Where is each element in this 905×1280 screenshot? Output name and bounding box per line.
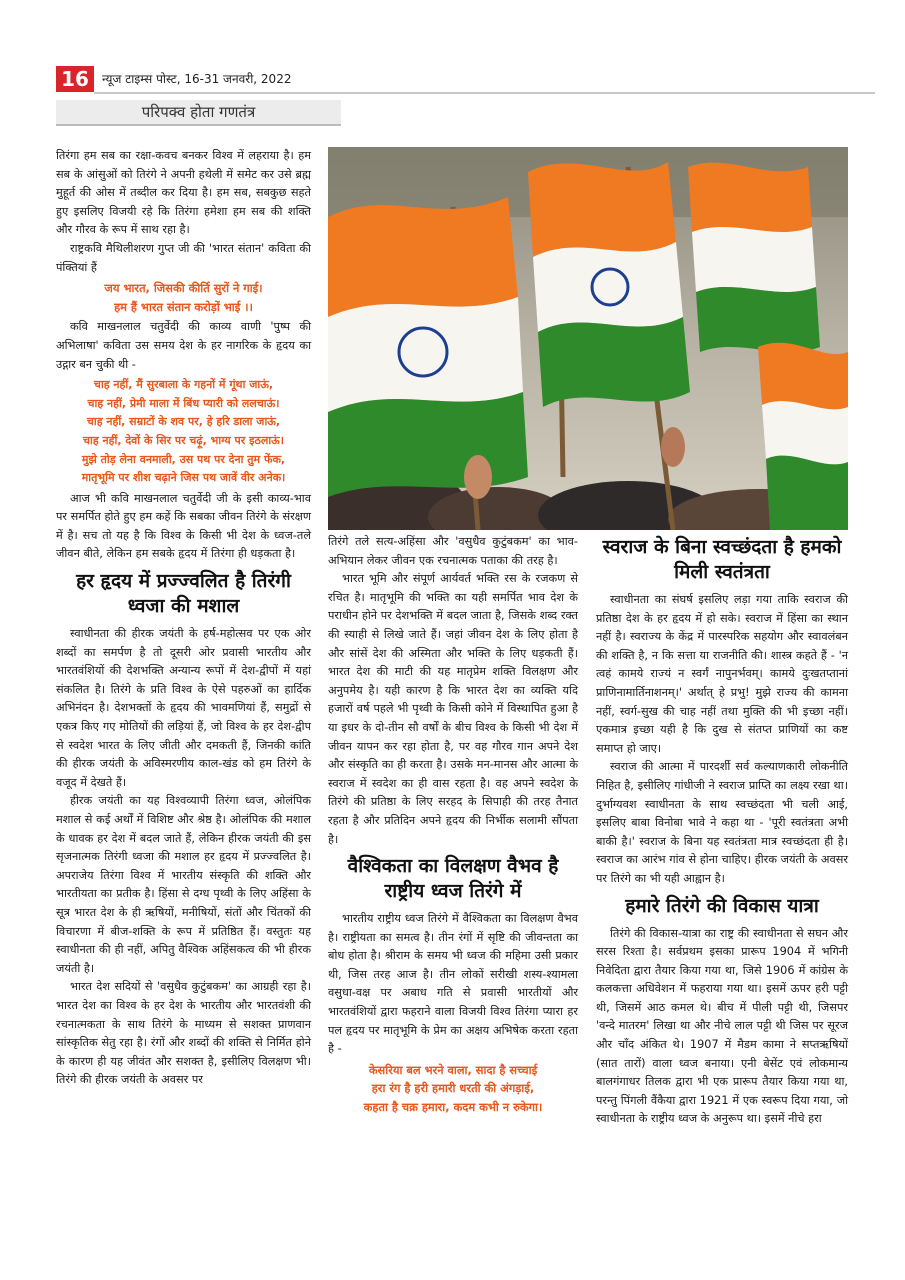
poem-pushp-ki-abhilasha [56,376,311,488]
poem-line: चाह नहीं, देवों के सिर पर चढ़ूं, भाग्य पर इठलाऊं। [83,433,284,447]
col1-paragraph-3: कवि माखनलाल चतुर्वेदी की काव्य वाणी 'पुष्प की अभिलाषा' कविता उस समय देश के हर नागरिक के हृदय का उद्गार बन चुकी थी - [56,320,311,371]
column-3 [596,535,848,1129]
col1-paragraph-5: स्वाधीनता की हीरक जयंती के हर्ष-महोत्सव पर एक ओर शब्दों का समर्पण है तो दूसरी ओर प्रवासी भारतीय और भारतवंशियों की देशभक्ति अन्यान्य रूपों में देश-द्वीपों में यहां संकलित है। तिरंगे के प्रति विश्व के ऐसे पहरुओं का हार्दिक अभिनंदन है। देशभक्तों के हृदय की भावमणियां हैं, समुद्रों से एकत्र किए गए मोतियों की लड़ियां हैं, जो विश्व के हर देश-द्वीप से स्वदेश भारत के लिए जीती और दमकती हैं, जिनकी कांति की हीरक जयंती के अविस्मरणीय काल-खंड को हम तिरंगे के वजूद में देखते हैं। [56,627,311,789]
poem-line: कहता है चक्र हमारा, कदम कभी न रुकेगा। [363,1100,543,1115]
col1-paragraph-1: तिरंगा हम सब का रक्षा-कवच बनकर विश्व में लहराया है। हम सब के आंसुओं को तिरंगे ने अपनी हथेली में समेट कर उसे ब्रह्म मुहूर्त की ओस में तब्दील कर दिया है। हम सब, सबकुछ सहते हुए इसलिए विजयी रहे कि तिरंगा हमेशा हम सब की शक्ति और गौरव के रूप में साथ रहा है। [56,149,311,237]
column-2 [328,533,578,1119]
col3-paragraph-2: स्वराज की आत्मा में पारदर्शी सर्व कल्याणकारी लोकनीति निहित है, इसीलिए गांधीजी ने स्वराज प्राप्ति का लक्ष्य रखा था। दुर्भाग्यवश स्वाधीनता के साथ स्वच्छंदता भी चली आई, इसलिए बाबा विनोबा भावे ने कहा था - 'पूरी स्वतंत्रता अभी बाकी है।' स्वराज के बिना यह स्वतंत्रता मात्र स्वच्छंदता ही है। स्वराज का आरंभ गांव से होना चाहिए। हीरक जयंती के अवसर पर तिरंगे का भी यही आह्वान है। [596,760,848,885]
col1-paragraph-4: आज भी कवि माखनलाल चतुर्वेदी जी के इसी काव्य-भाव पर समर्पित होते हुए हम कहें कि सबका जीवन तिरंगे के संरक्षण में है। सच तो यह है कि विश्व के किसी भी देश के ध्वज-तले जीवन बीते, लेकिन हम सबके हृदय में तिरंगा ही धड़कता है। [56,491,311,561]
publication-line: न्यूज टाइम्स पोस्ट, 16-31 जनवरी, 2022 [102,72,292,86]
col1-paragraph-6: हीरक जयंती का यह विश्वव्यापी तिरंगा ध्वज, ओलंपिक मशाल से कई अर्थों में विशिष्ट और श्रेष्ठ है। ओलंपिक की मशाल के धावक हर देश में बदल जाते हैं, लेकिन हीरक जयंती की इस सृजनात्मक तिरंगी ध्वजा की मशाल हर हृदय में प्रज्ज्वलित है। अपराजेय तिरंगा विश्व में भारतीय संस्कृति की शक्ति और भारतीयता का प्रतीक है। हिंसा से दग्ध पृथ्वी के लिए अहिंसा के सूत्र भारत देश के ही ऋषियों, मनीषियों, संतों और चिंतकों की विचारणा में बीज-शक्ति के रूप में प्रतिष्ठित हैं। वस्तुतः यह स्वाधीनता की ही नहीं, अपितु वैश्विक अहिंसकत्व की भी हीरक जयंती है। [56,794,311,975]
poem-line: चाह नहीं, सम्राटों के शव पर, हे हरि डाला जाऊं, [86,415,281,429]
poem-kesariya [328,1061,578,1117]
poem-bharat-santan [56,279,311,316]
poem-line: मातृभूमि पर शीश चढ़ाने जिस पथ जावें वीर अनेक। [81,471,286,485]
heading-vaishvikta: वैश्विकता का विलक्षण वैभव है राष्ट्रीय ध्वज तिरंगे में [347,855,559,903]
column-1 [56,147,311,1090]
poem-line: केसरिया बल भरने वाला, सादा है सच्चाई [368,1062,538,1077]
col2-paragraph-2: भारत भूमि और संपूर्ण आर्यवर्त भक्ति रस के रजकण से रचित है। मातृभूमि की भक्ति का यही समर्पित भाव देश के पराधीन होने पर देशभक्ति में बदल जाता है, जिसके शब्द रक्त की स्याही से लिखे जाते हैं। जहां जीवन देश के लिए होता है और सांसें देश की अस्मिता और भक्ति के लिए धड़कती हैं। भारत देश की माटी की यह मातृप्रेम शक्ति विलक्षण और अनुपमेय है। यही कारण है कि भारत देश का व्यक्ति यदि हजारों वर्ष पहले भी पृथ्वी के किसी कोने में विस्थापित हुआ है या इधर के दो-तीन सौ वर्षों के बीच विश्व के किसी भी देश में जीवन यापन कर रहा होता है, पर वह गौरव गान अपने देश और संस्कृति का ही करता है। उसके मन-मानस और आत्मा के स्वराज में स्वदेश का ही वास रहता है। वह अपने स्वदेश के तिरंगे की प्रतिष्ठा के लिए सरहद के सिपाही की तरह तैनात रहता है और प्रतिदिन अपने हृदय की निर्भीक सलामी सौंपता है। [328,572,578,846]
tricolor-flags-photo [328,147,848,530]
col1-paragraph-2: राष्ट्रकवि मैथिलीशरण गुप्त जी की 'भारत संतान' कविता की पंक्तियां हैं [56,241,311,274]
page-header [56,66,875,92]
poem-line: जय भारत, जिसकी कीर्ति सुरों ने गाई। [104,281,263,296]
col3-paragraph-1: स्वाधीनता का संघर्ष इसलिए लड़ा गया ताकि स्वराज की प्रतिष्ठा देश के हर हृदय में हो सके। स्वराज में हिंसा का स्थान नहीं है। स्वराज्य के केंद्र में पारस्परिक सहयोग और स्वावलंबन की शक्ति है, न कि सत्ता या राजनीति की। शास्त्र कहते हैं - 'न त्वहं कामये राज्यं न स्वर्गं नापुनर्भवम्। कामये दुःखतप्तानां प्राणिनामार्तिनाशनम्।' अर्थात् हे प्रभु! मुझे राज्य की कामना नहीं, स्वर्ग-सुख की चाह नहीं तथा मुक्ति की भी इच्छा नहीं। एकमात्र इच्छा यही है कि दुख से संतप्त प्राणियों का कष्ट समाप्त हो जाए। [596,593,848,755]
page-number: 16 [56,66,94,92]
heading-swaraj: स्वराज के बिना स्वच्छंदता है हमको मिली स्वतंत्रता [602,536,842,583]
col2-paragraph-1: तिरंगे तले सत्य-अहिंसा और 'वसुधैव कुटुंबकम' का भाव-अभियान लेकर जीवन एक रचनात्मक पताका की तरह है। [328,535,578,567]
poem-line: हम हैं भारत संतान करोड़ों भाई ।। [114,299,253,314]
col3-paragraph-3: तिरंगे की विकास-यात्रा का राष्ट्र की स्वाधीनता से सघन और सरस रिश्ता है। सर्वप्रथम इसका प्रारूप 1904 में भगिनी निवेदिता द्वारा तैयार किया गया था, जिसे 1906 में कांग्रेस के कलकत्ता अधिवेशन में फहराया गया था। इसमें ऊपर हरी पट्टी थी, जिसमें आठ कमल थे। बीच में पीली पट्टी थी, जिसपर 'वन्दे मातरम' लिखा था और नीचे लाल पट्टी थी जिस पर सूरज और चाँद अंकित थे। 1907 में मैडम कामा ने सप्तऋषियों (सात तारों) वाला ध्वज बनाया। एनी बेसेंट एवं लोकमान्य बालगंगाधर तिलक द्वारा भी एक प्रारूप तैयार किया गया था, परन्तु पिंगली वैंकैया द्वारा 1921 में एक स्वरूप दिया गया, जो स्वाधीनता के राष्ट्रीय ध्वज के अनुरूप था। इसमें नीचे हरा [596,926,848,1126]
poem-line: चाह नहीं, प्रेमी माला में बिंध प्यारी को ललचाऊं। [87,396,280,410]
heading-vikas-yatra: हमारे तिरंगे की विकास यात्रा [625,894,819,917]
header-rule [94,92,875,94]
poem-line: हरा रंग है हरी हमारी धरती की अंगड़ाई, [371,1081,535,1096]
col2-paragraph-3: भारतीय राष्ट्रीय ध्वज तिरंगे में वैश्विकता का विलक्षण वैभव है। राष्ट्रीयता का समत्व है। तीन रंगों में सृष्टि की जीवन्तता का बोध होता है। श्रीराम के समय भी ध्वज की महिमा उसी प्रकार थी, जिस तरह आज है। तीन लोकों सरीखी शस्य-श्यामला वसुधा-वक्ष पर अबाध गति से प्रवासी भारतीयों और भारतवंशियों द्वारा फहराने वाला विजयी विश्व तिरंगा प्यारा हर पल हृदय पर मातृभूमि के प्रेम का अक्षय अभिषेक करता रहता है - [328,912,578,1056]
section-title: परिपक्व होता गणतंत्र [56,100,341,126]
heading-mashal: हर हृदय में प्रज्ज्वलित है तिरंगी ध्वजा की मशाल [76,570,291,618]
poem-line: चाह नहीं, मैं सुरबाला के गहनों में गूंथा जाऊं, [93,378,274,392]
poem-line: मुझे तोड़ लेना वनमाली, उस पथ पर देना तुम फेंक, [81,452,286,466]
col1-paragraph-7: भारत देश सदियों से 'वसुधैव कुटुंबकम' का आग्रही रहा है। भारत देश का विश्व के हर देश के भारतीय और भारतवंशी की रचनात्मकता के साथ तिरंगे के माध्यम से सशक्त प्राणवान सांस्कृतिक सेतु रहा है। रंगों और शब्दों की शक्ति से निर्मित होने के कारण ही यह जीवंत और सशक्त है, इसीलिए विलक्षण भी। तिरंगे की हीरक जयंती के अवसर पर [56,980,311,1087]
